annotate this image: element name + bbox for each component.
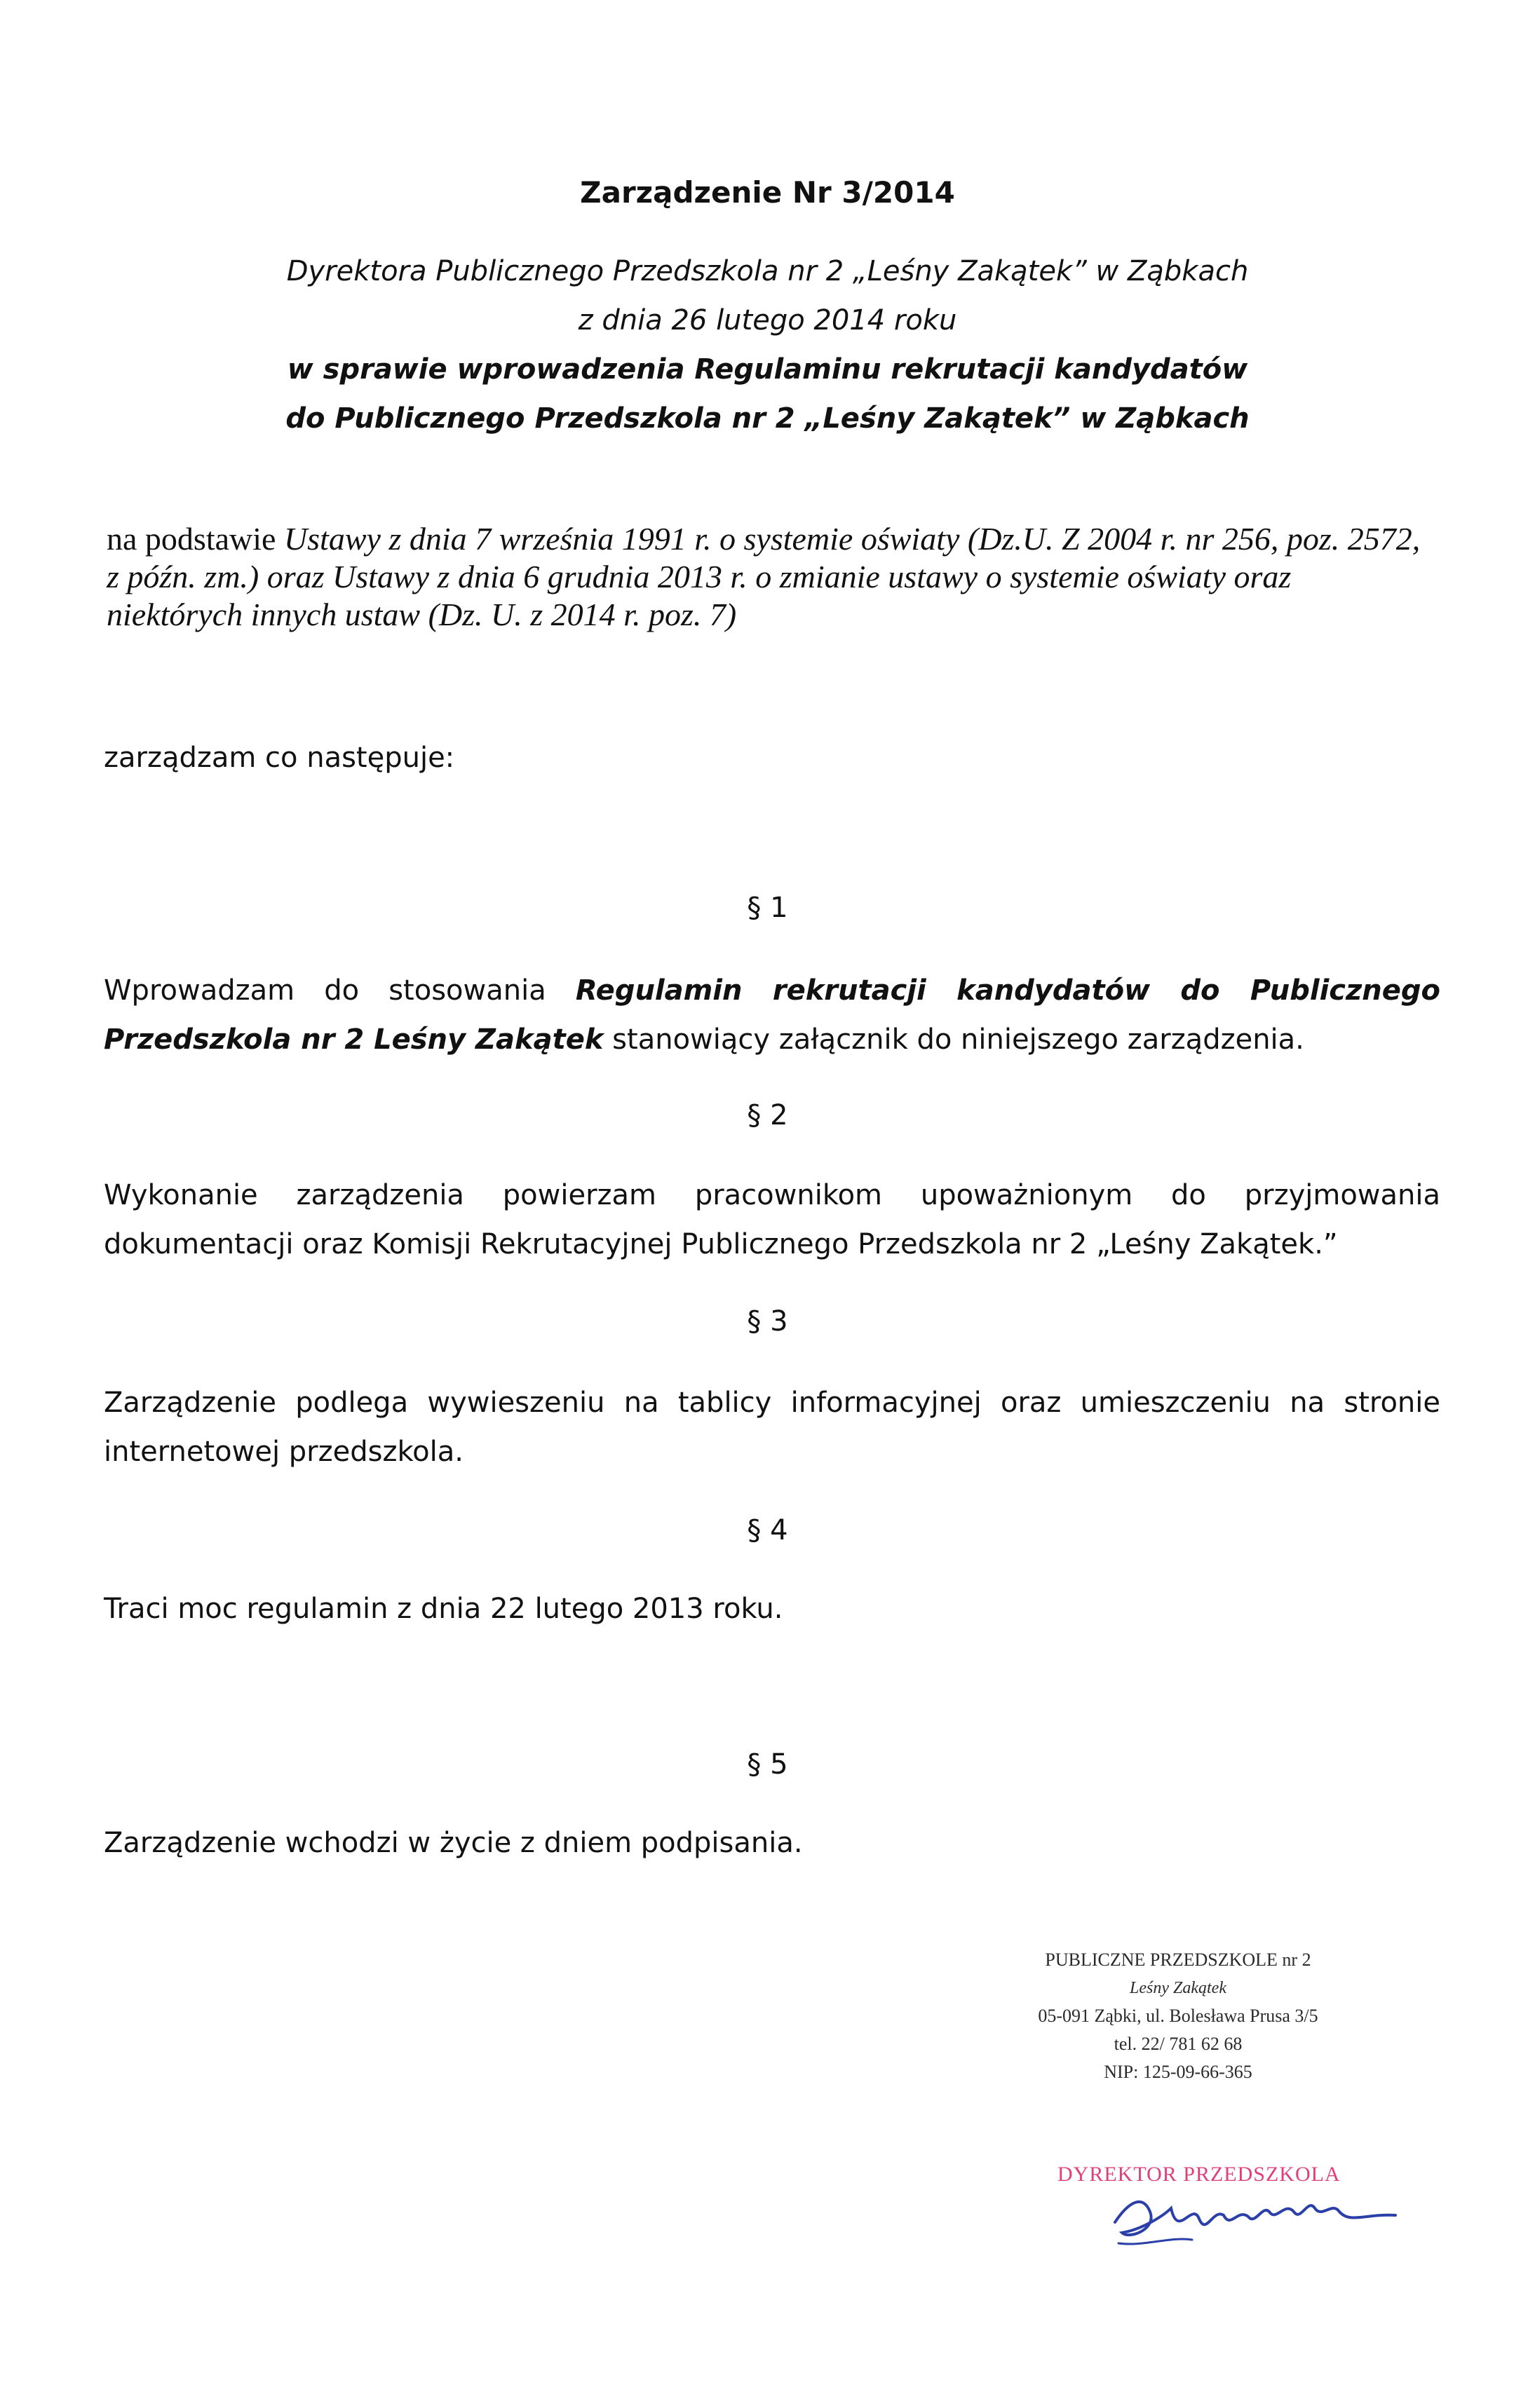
document-title: Zarządzenie Nr 3/2014 <box>580 175 955 210</box>
legal-basis-text: Ustawy z dnia 7 września 1991 r. o systemie oświaty (Dz.U. Z 2004 r. nr 256, poz. 2572, z późn. zm.) oraz Ustawy z dnia 6 grudnia 2013 r. o zmianie ustawy o systemie oświaty oraz niektórych innych ustaw (Dz. U. z 2014 r. poz. 7) <box>107 521 1421 632</box>
stamp-line-2: Leśny Zakątek <box>1130 1979 1226 1997</box>
section-text-1 <box>104 966 1440 1064</box>
section-sign-1: § 1 <box>747 892 788 924</box>
legal-basis-prefix: na podstawie <box>107 521 276 557</box>
section-text-2: Wykonanie zarządzenia powierzam pracownikom upoważnionym do przyjmowania dokumentacji oraz Komisji Rekrutacyjnej Publicznego Przedszkola nr 2 „Leśny Zakątek.” <box>104 1179 1440 1260</box>
subject-line-2: do Publicznego Przedszkola nr 2 „Leśny Zakątek” w Ząbkach <box>285 402 1250 435</box>
director-stamp: DYREKTOR PRZEDSZKOLA <box>1057 2163 1341 2186</box>
section-1-prefix: Wprowadzam do stosowania <box>104 974 576 1007</box>
section-sign-5: § 5 <box>747 1748 788 1781</box>
section-sign-3: § 3 <box>747 1305 788 1338</box>
decree-line: zarządzam co następuje: <box>104 742 455 774</box>
section-1-bold: Regulamin rekrutacji kandydatów do Publicznego Przedszkola nr 2 Leśny Zakątek <box>104 974 1441 1056</box>
section-text-5: Zarządzenie wchodzi w życie z dniem podpisania. <box>104 1827 803 1859</box>
issuer-line: Dyrektora Publicznego Przedszkola nr 2 „Leśny Zakątek” w Ząbkach <box>286 255 1249 287</box>
date-line: z dnia 26 lutego 2014 roku <box>578 304 957 336</box>
legal-basis <box>107 520 1425 634</box>
stamp-line-5: NIP: 125-09-66-365 <box>1104 2062 1252 2082</box>
stamp-line-3: 05-091 Ząbki, ul. Bolesława Prusa 3/5 <box>1038 2006 1318 2026</box>
section-text-3: Zarządzenie podlega wywieszeniu na tablicy informacyjnej oraz umieszczeniu na stronie internetowej przedszkola. <box>104 1387 1440 1468</box>
section-sign-2: § 2 <box>747 1099 788 1131</box>
handwritten-signature <box>1101 2173 1409 2264</box>
subject-line-1: w sprawie wprowadzenia Regulaminu rekrutacji kandydatów <box>287 353 1248 386</box>
section-1-suffix: stanowiący załącznik do niniejszego zarządzenia. <box>603 1023 1304 1056</box>
section-sign-4: § 4 <box>747 1514 788 1546</box>
section-text-4: Traci moc regulamin z dnia 22 lutego 2013 roku. <box>104 1593 783 1625</box>
stamp-line-4: tel. 22/ 781 62 68 <box>1114 2034 1243 2054</box>
institution-stamp <box>968 1946 1388 2086</box>
stamp-line-1: PUBLICZNE PRZEDSZKOLE nr 2 <box>1045 1950 1311 1970</box>
